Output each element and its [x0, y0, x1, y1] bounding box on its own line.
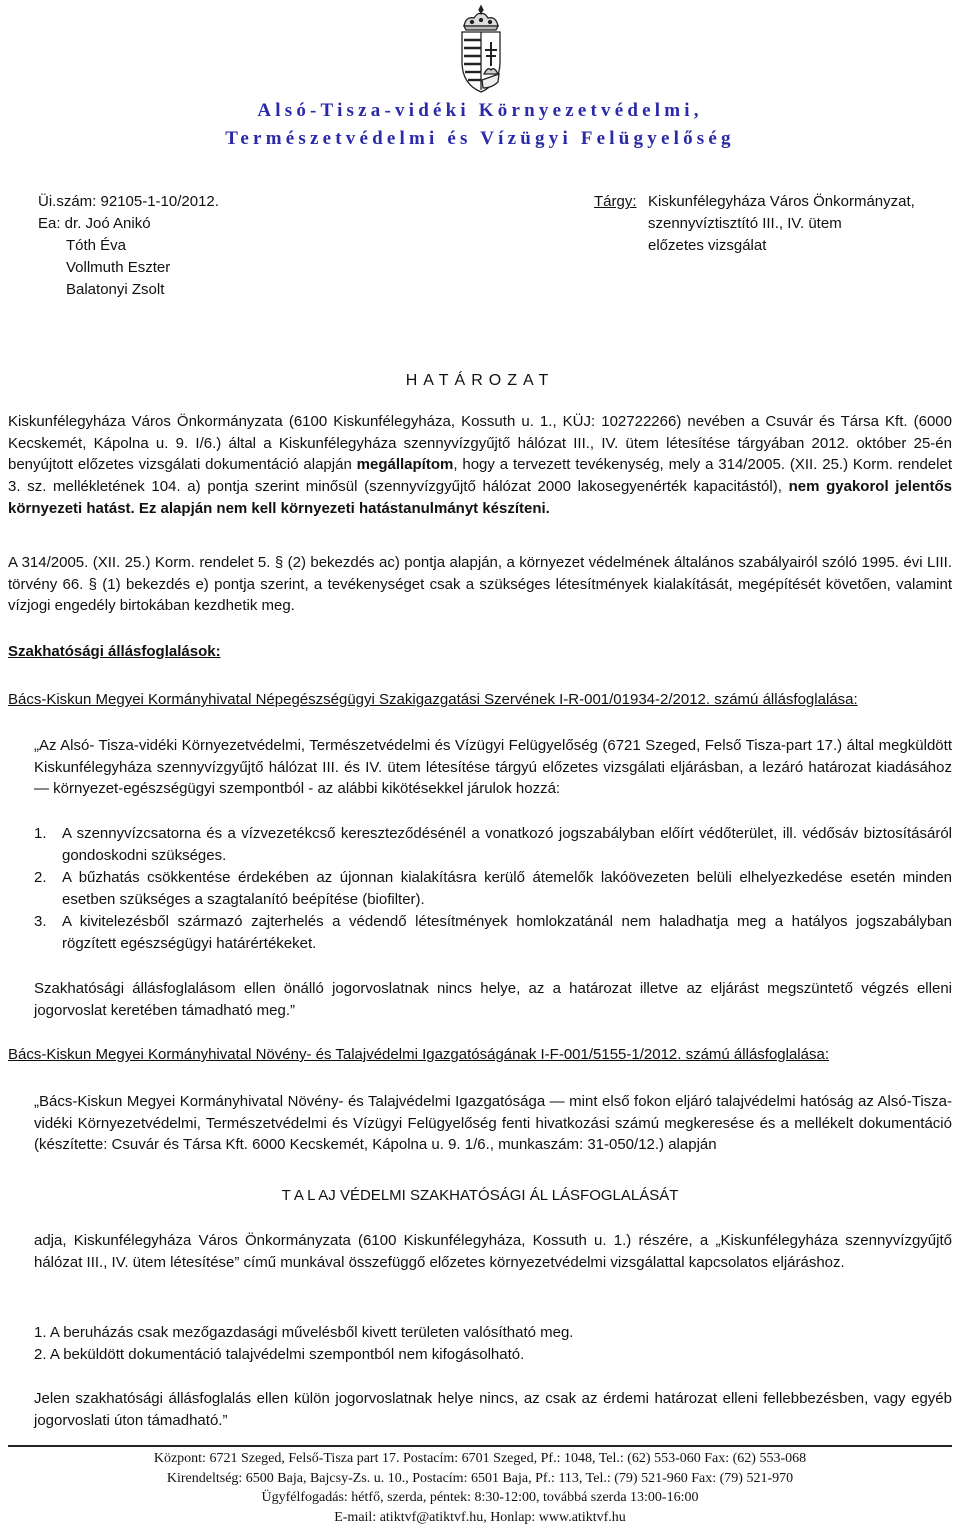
- authority1-intro: „Az Alsó- Tisza-vidéki Környezetvédelmi, Természetvédelmi és Vízügyi Felügyelőség (6721 Szeged, Felső Tisza-part 17.) által megküldött Kiskunfélegyháza szennyvízgyűjtő hálózat III. és IV. ütem létesítése tárgyú előzetes vizsgálati eljárásban, a lezáró határozat kiadásához — környezet-egészségügyi szempontból - az alábbi kikötésekkel járulok hozzá:: [34, 737, 952, 798]
- footer-office-hours: Ügyfélfogadás: hétfő, szerda, péntek: 8:30-12:00, továbbá szerda 13:00-16:00: [261, 1490, 699, 1505]
- authorities-heading: Szakhatósági állásfoglalások:: [8, 643, 221, 660]
- authority2-closing: Jelen szakhatósági állásfoglalás ellen külön jogorvoslatnak helye nincs, az csak az érdemi határozat elleni fellebbezésben, vagy egyéb jogorvoslati úton támadható.”: [34, 1390, 952, 1429]
- authority2-heading: Bács-Kiskun Megyei Kormányhivatal Növény- és Talajvédelmi Igazgatóságának I-F-001/5155-1/2012. számú állásfoglalása:: [8, 1046, 829, 1063]
- reference-number: Üi.szám: 92105-1-10/2012.: [38, 193, 219, 210]
- footer-divider: [8, 1445, 952, 1447]
- footer-address-main: Központ: 6721 Szeged, Felső-Tisza part 17. Postacím: 6701 Szeged, Pf.: 1048, Tel.: (62) 553-060 Fax: (62) 553-068: [153, 1451, 807, 1466]
- case-officer: Ea: dr. Joó Anikó: [38, 215, 151, 232]
- footer-contact: E-mail: atiktvf@atiktvf.hu, Honlap: www.atiktvf.hu: [334, 1509, 626, 1525]
- soil-item: 2. A beküldött dokumentáció talajvédelmi szempontból nem kifogásolható.: [34, 1346, 525, 1363]
- reference-block: [38, 191, 219, 301]
- authority1-closing: Szakhatósági állásfoglalásom ellen önálló jogorvoslatnak nincs helye, az a határozat illetve az eljárást megszüntető végzés elleni jogorvoslat keretében támadható meg.”: [34, 980, 952, 1019]
- subject-label: Tárgy:: [594, 193, 637, 210]
- soil-protection-title: T A L AJ VÉDELMI SZAKHATÓSÁGI ÁL LÁSFOGLALÁSÁT: [281, 1187, 679, 1204]
- document-title: HATÁROZAT: [405, 372, 555, 389]
- authority1-heading: Bács-Kiskun Megyei Kormányhivatal Népegészségügyi Szakigazgatási Szervének I-R-001/01934-2/2012. számú állásfoglalása:: [8, 691, 858, 708]
- footer-address-branch: Kirendeltség: 6500 Baja, Bajcsy-Zs. u. 10., Postacím: 6501 Baja, Pf.: 113, Tel.: (79) 521-960 Fax: (79) 521-970: [166, 1470, 794, 1486]
- staff-member: Balatonyi Zsolt: [66, 281, 165, 298]
- subject-line: előzetes vizsgálat: [648, 237, 767, 254]
- authority2-intro: „Bács-Kiskun Megyei Kormányhivatal Növény- és Talajvédelmi Igazgatósága — mint első fokon eljáró talajvédelmi hatóság az Alsó-Tisza-vidéki Környezetvédelmi, Természetvédelmi és Vízügyi Felügyelőség fenti hivatkozási számú megkeresése és a mellékelt dokumentáció (készítette: Csuvár és Társa Kft. 6000 Kecskemét, Kápolna u. 9. 1/6., munkaszám: 31-050/12.) alapján: [34, 1093, 952, 1154]
- staff-member: Vollmuth Eszter: [66, 259, 171, 276]
- staff-member: Tóth Éva: [66, 237, 127, 254]
- authority2-body: adja, Kiskunfélegyháza Város Önkormányzata (6100 Kiskunfélegyháza, Kossuth u. 1.) részére, a „Kiskunfélegyháza szennyvízgyűjtő hálózat III., IV. ütem létesítése” című munkával összefüggő előzetes környezetvédelmi vizsgálattal kapcsolatos eljáráshoz.: [34, 1232, 952, 1271]
- footer: [0, 1449, 960, 1527]
- decision-paragraph: Kiskunfélegyháza Város Önkormányzata (6100 Kiskunfélegyháza, Kossuth u. 1., KÜJ: 102722266) nevében a Csuvár és Társa Kft. (6000 Kecskemét, Kápolna u. 9. I/6.) által a Kiskunfélegyháza szennyvízgyűjtő hálózat III., IV. ütem létesítése tárgyában 2012. október 25-én benyújtott előzetes vizsgálati dokumentáció alapján megállapítom, hogy a tervezett tevékenység, mely a 314/2005. (XII. 25.) Korm. rendelet 3. sz. mellékletének 104. a) pontja szerint minősül (szennyvízgyűjtő hálózat 2000 lakosegyenérték kapacitástól), nem gyakorol jelentős környezeti hatást. Ez alapján nem kell környezeti hatástanulmányt készíteni.: [8, 413, 952, 517]
- subject-line: szennyvíztisztító III., IV. ütem: [648, 215, 842, 232]
- subject-line: Kiskunfélegyháza Város Önkormányzat,: [648, 193, 915, 210]
- legal-basis-paragraph: A 314/2005. (XII. 25.) Korm. rendelet 5. § (2) bekezdés ac) pontja alapján, a környezet védelmének általános szabályairól szóló 1995. évi LIII. törvény 66. § (1) bekezdés e) pontja szerint, a tevékenységet csak a szükséges létesítmények kialakítását, megépítését követően, valamint vízjogi engedély birtokában kezdhetik meg.: [8, 554, 952, 615]
- org-name-line2: Természetvédelmi és Vízügyi Felügyelőség: [225, 128, 735, 149]
- coat-of-arms-icon: [452, 4, 510, 94]
- org-name-line1: Alsó-Tisza-vidéki Környezetvédelmi,: [257, 100, 703, 121]
- subject-block: [648, 191, 915, 257]
- soil-item: 1. A beruházás csak mezőgazdasági művelésből kivett területen valósítható meg.: [34, 1324, 574, 1341]
